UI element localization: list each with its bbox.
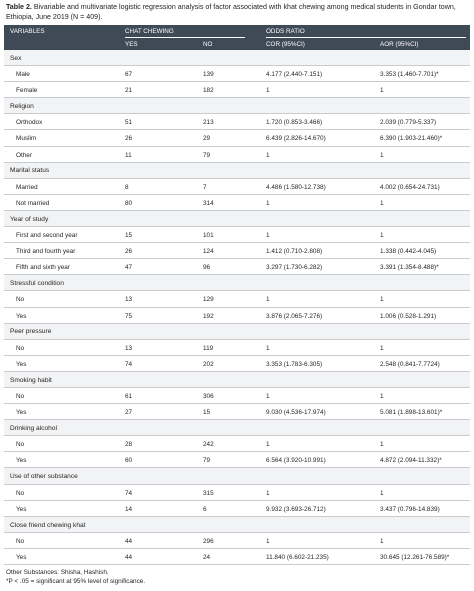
aor-value: 2.548 (0.841-7.7724) — [380, 360, 440, 368]
yes-count: 44 — [125, 553, 133, 561]
cor-value: 11.840 (6.602-21.235) — [266, 553, 329, 561]
aor-value: 1 — [380, 489, 384, 497]
table-row — [4, 114, 470, 130]
yes-count: 61 — [125, 392, 133, 400]
yes-count: 27 — [125, 409, 133, 417]
no-count: 124 — [203, 248, 214, 256]
table-row — [4, 340, 470, 356]
variable-label: Yes — [16, 553, 27, 561]
variable-label: No — [16, 296, 25, 304]
no-count: 79 — [203, 457, 211, 465]
no-count: 213 — [203, 119, 214, 127]
no-count: 139 — [203, 71, 214, 79]
table-row — [4, 485, 470, 501]
variable-label: Muslim — [16, 135, 37, 143]
yes-count: 75 — [125, 312, 133, 320]
table-row — [4, 388, 470, 404]
regression-table — [4, 25, 470, 565]
variable-label: First and second year — [16, 232, 78, 240]
variable-label: No — [16, 344, 25, 352]
no-count: 202 — [203, 360, 214, 368]
yes-count: 67 — [125, 71, 133, 79]
variable-label: Fifth and sixth year — [16, 264, 70, 272]
no-count: 296 — [203, 537, 214, 545]
footnote-substances: Other Substances: Shisha, Hashish. — [6, 569, 109, 576]
cor-value: 4.486 (1.580-12.738) — [266, 183, 326, 191]
header-chat-chewing: CHAT CHEWING — [125, 28, 174, 35]
no-count: 79 — [203, 151, 211, 159]
category-row — [4, 50, 470, 66]
variable-label: Other — [16, 151, 32, 159]
no-count: 315 — [203, 489, 214, 497]
cor-value: 1 — [266, 199, 270, 207]
cor-value: 9.932 (3.693-26.712) — [266, 505, 326, 513]
cor-value: 1 — [266, 87, 270, 95]
category-row — [4, 468, 470, 484]
yes-count: 80 — [125, 199, 133, 207]
variable-label: No — [16, 537, 25, 545]
category-label: Sex — [10, 54, 22, 62]
no-count: 7 — [203, 183, 207, 191]
table-row — [4, 179, 470, 195]
category-row — [4, 211, 470, 227]
table-row — [4, 291, 470, 307]
yes-count: 21 — [125, 87, 133, 95]
no-count: 192 — [203, 312, 214, 320]
variable-label: No — [16, 441, 25, 449]
no-count: 129 — [203, 296, 214, 304]
aor-value: 1 — [380, 296, 384, 304]
category-row — [4, 517, 470, 533]
aor-value: 4.872 (2.094-11.332)* — [380, 457, 442, 465]
aor-value: 6.390 (1.903-21.460)* — [380, 135, 443, 143]
aor-value: 1 — [380, 87, 384, 95]
category-label: Close friend chewing khat — [10, 521, 86, 529]
category-label: Drinking alcohol — [10, 424, 57, 432]
variable-label: Yes — [16, 312, 27, 320]
no-count: 242 — [203, 441, 214, 449]
yes-count: 13 — [125, 296, 133, 304]
aor-value: 1 — [380, 151, 384, 159]
table-caption — [6, 3, 468, 22]
category-row — [4, 372, 470, 388]
no-count: 6 — [203, 505, 207, 513]
table-row — [4, 501, 470, 517]
aor-value: 5.081 (1.898-13.601)* — [380, 409, 443, 417]
yes-count: 60 — [125, 457, 133, 465]
cor-value: 1 — [266, 232, 270, 240]
aor-value: 3.391 (1.354-8.488)* — [380, 264, 439, 272]
aor-value: 1 — [380, 441, 384, 449]
table-row — [4, 195, 470, 211]
table-footnotes — [6, 569, 145, 586]
cor-value: 1 — [266, 489, 270, 497]
header-aor: AOR (95%CI) — [380, 41, 419, 48]
no-count: 119 — [203, 344, 214, 352]
aor-value: 1 — [380, 392, 384, 400]
no-count: 101 — [203, 232, 214, 240]
cor-value: 1 — [266, 392, 270, 400]
variable-label: Not married — [16, 199, 50, 207]
table-row — [4, 356, 470, 372]
yes-count: 13 — [125, 344, 133, 352]
header-odds-ratio: ODDS RATIO — [266, 28, 305, 35]
caption-text: Bivariable and multivariate logistic regression analysis of factor associated with khat chewing among medical students in Gondar town, Ethiopia, June 2019 (N = 409). — [6, 3, 456, 21]
variable-label: Married — [16, 183, 38, 191]
header-yes: YES — [125, 41, 138, 48]
no-count: 15 — [203, 409, 211, 417]
cor-value: 1 — [266, 537, 270, 545]
table-row — [4, 66, 470, 82]
variable-label: Male — [16, 71, 30, 79]
category-label: Smoking habit — [10, 376, 52, 384]
aor-value: 1.006 (0.528-1.291) — [380, 312, 437, 320]
category-label: Year of study — [10, 215, 49, 223]
no-count: 96 — [203, 264, 211, 272]
no-count: 306 — [203, 392, 214, 400]
table-row — [4, 130, 470, 146]
header-no: NO — [203, 41, 213, 48]
category-row — [4, 420, 470, 436]
cor-value: 9.030 (4.536-17.974) — [266, 409, 326, 417]
table-row — [4, 82, 470, 98]
yes-count: 14 — [125, 505, 133, 513]
cor-value: 4.177 (2.440-7.151) — [266, 71, 323, 79]
cor-value: 1 — [266, 296, 270, 304]
aor-value: 3.353 (1.460-7.701)* — [380, 71, 439, 79]
table-row — [4, 436, 470, 452]
category-label: Marital status — [10, 167, 50, 175]
aor-value: 1 — [380, 232, 384, 240]
variable-label: Yes — [16, 409, 27, 417]
variable-label: No — [16, 489, 25, 497]
cor-value: 3.297 (1.730-6.282) — [266, 264, 323, 272]
table-body — [4, 50, 470, 565]
no-count: 314 — [203, 199, 214, 207]
variable-label: No — [16, 392, 25, 400]
cor-value: 1 — [266, 344, 270, 352]
no-count: 24 — [203, 553, 211, 561]
category-row — [4, 163, 470, 179]
yes-count: 11 — [125, 151, 132, 159]
cor-value: 6.564 (3.920-10.991) — [266, 457, 326, 465]
caption-label: Table 2. — [6, 3, 32, 11]
cor-value: 1 — [266, 151, 270, 159]
table-row — [4, 452, 470, 468]
yes-count: 47 — [125, 264, 133, 272]
yes-count: 44 — [125, 537, 133, 545]
category-label: Use of other substance — [10, 473, 78, 481]
table-row — [4, 308, 470, 324]
yes-count: 28 — [125, 441, 133, 449]
category-label: Stressful condition — [10, 280, 64, 288]
aor-value: 1 — [380, 344, 384, 352]
category-label: Religion — [10, 103, 34, 111]
header-cor: COR (95%CI) — [266, 41, 305, 48]
table-row — [4, 243, 470, 259]
variable-label: Yes — [16, 360, 27, 368]
aor-value: 2.039 (0.779-5.337) — [380, 119, 437, 127]
cor-value: 3.353 (1.783-6.305) — [266, 360, 323, 368]
header-variables: VARIABLES — [10, 28, 45, 35]
variable-label: Orthodox — [16, 119, 43, 127]
category-label: Peer pressure — [10, 328, 52, 336]
aor-value: 1.338 (0.442-4.045) — [380, 248, 437, 256]
yes-count: 74 — [125, 360, 133, 368]
yes-count: 26 — [125, 135, 133, 143]
aor-value: 1 — [380, 199, 384, 207]
category-row — [4, 275, 470, 291]
yes-count: 51 — [125, 119, 133, 127]
table-row — [4, 147, 470, 163]
table-row — [4, 549, 470, 565]
yes-count: 74 — [125, 489, 133, 497]
aor-value: 1 — [380, 537, 384, 545]
aor-value: 4.002 (0.654-24.731) — [380, 183, 440, 191]
yes-count: 26 — [125, 248, 133, 256]
aor-value: 3.437 (0.796-14.839) — [380, 505, 440, 513]
yes-count: 8 — [125, 183, 129, 191]
cor-value: 1 — [266, 441, 270, 449]
footnote-significance: *P < .05 = significant at 95% level of significance. — [6, 577, 146, 585]
cor-value: 6.439 (2.826-14.670) — [266, 135, 326, 143]
category-row — [4, 324, 470, 340]
cor-value: 3.876 (2.065-7.276) — [266, 312, 323, 320]
cor-value: 1.412 (0.710-2.808) — [266, 248, 323, 256]
cor-value: 1.720 (0.853-3.466) — [266, 119, 323, 127]
variable-label: Yes — [16, 505, 27, 513]
table-row — [4, 259, 470, 275]
category-row — [4, 98, 470, 114]
table-row — [4, 404, 470, 420]
no-count: 29 — [203, 135, 211, 143]
yes-count: 15 — [125, 232, 133, 240]
table-row — [4, 533, 470, 549]
aor-value: 30.645 (12.261-76.589)* — [380, 553, 450, 561]
table-row — [4, 227, 470, 243]
variable-label: Yes — [16, 457, 27, 465]
table-header — [4, 25, 470, 50]
variable-label: Third and fourth year — [16, 248, 76, 256]
variable-label: Female — [16, 87, 38, 95]
no-count: 182 — [203, 87, 214, 95]
